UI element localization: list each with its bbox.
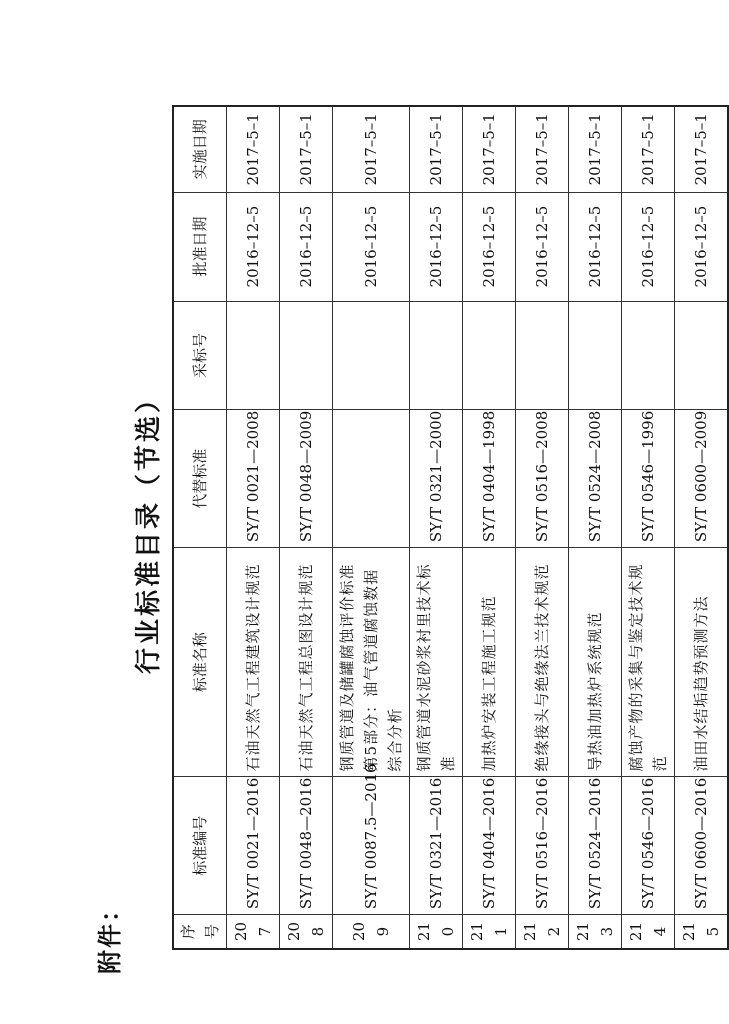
cell-implementation: 2017–5–1 (280, 106, 333, 192)
table-row (280, 106, 333, 949)
cell-replaces: SY/T 0516—2008 (516, 410, 569, 548)
cell-name: 钢质管道及储罐腐蚀评价标准 第5部分：油气管道腐蚀数据综合分析 (333, 548, 410, 777)
cell-code: SY/T 0524—2016 (569, 777, 622, 915)
cell-approval: 2016–12–5 (280, 192, 333, 301)
cell-seq: 207 (227, 915, 280, 949)
header-implementation: 实施日期 (173, 106, 227, 192)
cell-approval: 2016–12–5 (516, 192, 569, 301)
cell-adopted (333, 301, 410, 410)
cell-code: SY/T 0546—2016 (622, 777, 675, 915)
cell-implementation: 2017–5–1 (675, 106, 729, 192)
header-replaces: 代替标准 (173, 410, 227, 548)
cell-replaces: SY/T 0600—2009 (675, 410, 729, 548)
cell-implementation: 2017–5–1 (622, 106, 675, 192)
cell-code: SY/T 0321—2016 (410, 777, 463, 915)
cell-implementation: 2017–5–1 (569, 106, 622, 192)
cell-adopted (675, 301, 729, 410)
header-code: 标准编号 (173, 777, 227, 915)
table-header-row (173, 106, 227, 949)
cell-name: 腐蚀产物的采集与鉴定技术规范 (622, 548, 675, 777)
cell-replaces: SY/T 0524—2008 (569, 410, 622, 548)
cell-adopted (622, 301, 675, 410)
cell-approval: 2016–12–5 (333, 192, 410, 301)
cell-seq: 213 (569, 915, 622, 949)
cell-adopted (569, 301, 622, 410)
cell-replaces (333, 410, 410, 548)
standards-table (172, 105, 729, 950)
table-row (516, 106, 569, 949)
cell-replaces: SY/T 0021—2008 (227, 410, 280, 548)
cell-implementation: 2017–5–1 (516, 106, 569, 192)
cell-code: SY/T 0048—2016 (280, 777, 333, 915)
cell-approval: 2016–12–5 (227, 192, 280, 301)
cell-approval: 2016–12–5 (463, 192, 516, 301)
table-row (675, 106, 729, 949)
header-approval: 批准日期 (173, 192, 227, 301)
table-row (333, 106, 410, 949)
cell-code: SY/T 0087.5—2016 (333, 777, 410, 915)
cell-name: 石油天然气工程建筑设计规范 (227, 548, 280, 777)
cell-seq: 212 (516, 915, 569, 949)
cell-implementation: 2017–5–1 (410, 106, 463, 192)
cell-replaces: SY/T 0546—1996 (622, 410, 675, 548)
cell-approval: 2016–12–5 (622, 192, 675, 301)
cell-replaces: SY/T 0321—2000 (410, 410, 463, 548)
cell-code: SY/T 0516—2016 (516, 777, 569, 915)
cell-seq: 215 (675, 915, 729, 949)
cell-code: SY/T 0600—2016 (675, 777, 729, 915)
header-name: 标准名称 (173, 548, 227, 777)
cell-adopted (280, 301, 333, 410)
cell-approval: 2016–12–5 (675, 192, 729, 301)
cell-seq: 210 (410, 915, 463, 949)
cell-name: 油田水结垢趋势预测方法 (675, 548, 729, 777)
cell-seq: 214 (622, 915, 675, 949)
cell-adopted (410, 301, 463, 410)
header-adopted: 采标号 (173, 301, 227, 410)
table-row (227, 106, 280, 949)
cell-seq: 208 (280, 915, 333, 949)
cell-name: 绝缘接头与绝缘法兰技术规范 (516, 548, 569, 777)
table-row (622, 106, 675, 949)
cell-seq: 211 (463, 915, 516, 949)
cell-replaces: SY/T 0048—2009 (280, 410, 333, 548)
attachment-label: 附件： (96, 896, 124, 974)
table-row (463, 106, 516, 949)
cell-approval: 2016–12–5 (569, 192, 622, 301)
cell-implementation: 2017–5–1 (463, 106, 516, 192)
cell-adopted (463, 301, 516, 410)
cell-code: SY/T 0404—2016 (463, 777, 516, 915)
cell-name: 导热油加热炉系统规范 (569, 548, 622, 777)
header-seq: 序号 (173, 915, 227, 949)
cell-approval: 2016–12–5 (410, 192, 463, 301)
table-row (569, 106, 622, 949)
cell-seq: 209 (333, 915, 410, 949)
cell-replaces: SY/T 0404—1998 (463, 410, 516, 548)
cell-name: 钢质管道水泥砂浆衬里技术标准 (410, 548, 463, 777)
table-row (410, 106, 463, 949)
cell-code: SY/T 0021—2016 (227, 777, 280, 915)
cell-implementation: 2017–5–1 (227, 106, 280, 192)
cell-adopted (516, 301, 569, 410)
cell-adopted (227, 301, 280, 410)
cell-implementation: 2017–5–1 (333, 106, 410, 192)
cell-name: 石油天然气工程总图设计规范 (280, 548, 333, 777)
cell-name: 加热炉安装工程施工规范 (463, 548, 516, 777)
document-title: 行业标准目录（节选） (134, 384, 164, 675)
